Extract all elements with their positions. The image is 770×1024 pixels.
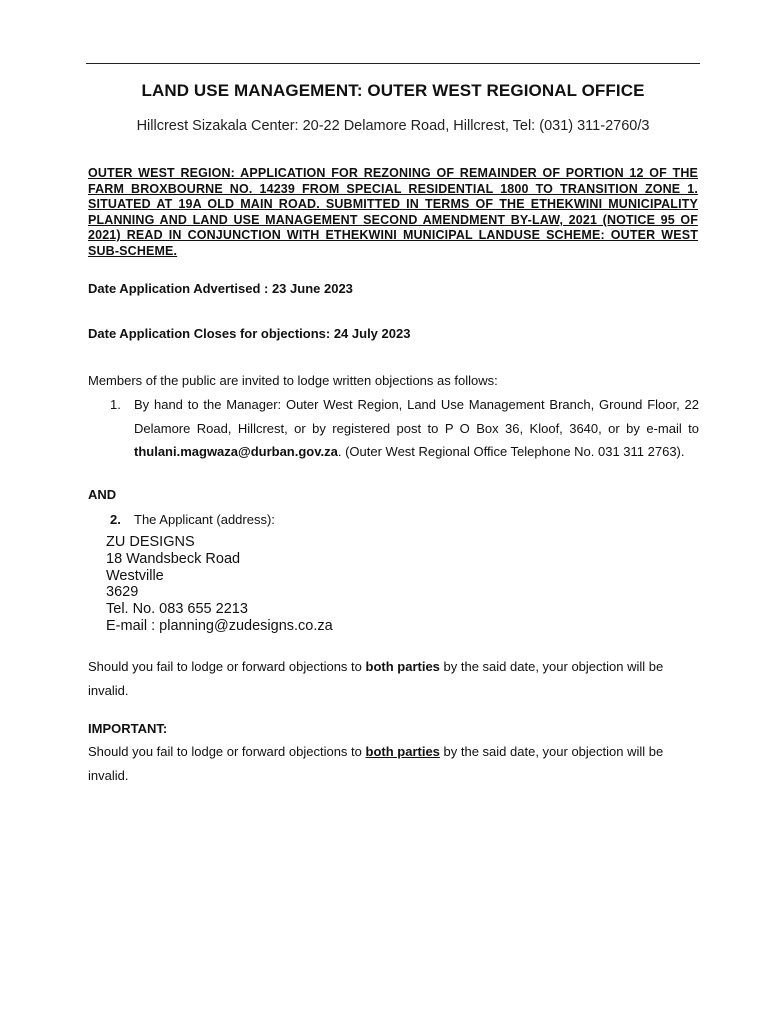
warning-text: Should you fail to lodge or forward objections to [88,659,366,674]
list-item-text-tail: . (Outer West Regional Office Telephone No. 031 311 2763). [337,444,685,459]
warning-paragraph [88,655,700,703]
and-label: AND [88,487,117,502]
notice-heading: OUTER WEST REGION: APPLICATION FOR REZONING OF REMAINDER OF PORTION 12 OF THE FARM BROXBOURNE NO. 14239 FROM SPECIAL RESIDENTIAL 1800 TO TRANSITION ZONE 1. SITUATED AT 19A OLD MAIN ROAD. SUBMITTED IN TERMS OF THE ETHEKWINI MUNICIPALITY PLANNING AND LAND USE MANAGEMENT SECOND AMENDMENT BY-LAW, 2021 (NOTICE 95 OF 2021) READ IN CONJUNCTION WITH ETHEKWINI MUNICIPAL LANDUSE SCHEME: OUTER WEST SUB-SCHEME. [88,166,698,258]
important-text: Should you fail to lodge or forward objections to [88,744,366,759]
document-title: LAND USE MANAGEMENT: OUTER WEST REGIONAL OFFICE [141,81,645,100]
applicant-address-label: The Applicant (address): [134,512,275,527]
list-item-number-1: 1. [110,397,121,412]
objections-intro: Members of the public are invited to lodge written objections as follows: [88,373,498,388]
important-label: IMPORTANT: [88,721,168,736]
date-closes: Date Application Closes for objections: 24 July 2023 [88,326,411,341]
applicant-email: E-mail : planning@zudesigns.co.za [106,617,333,634]
warning-text-tail: by the said date, your objection will be invalid. [88,659,664,698]
applicant-postal-code: 3629 [106,584,139,601]
applicant-street: 18 Wandsbeck Road [106,550,241,567]
important-paragraph [88,740,700,788]
top-divider [86,63,700,64]
date-advertised: Date Application Advertised : 23 June 2023 [88,281,353,296]
applicant-name: ZU DESIGNS [106,534,195,550]
warning-emphasis: both parties [365,659,440,674]
applicant-address-block [106,534,333,635]
office-address: Hillcrest Sizakala Center: 20-22 Delamore Road, Hillcrest, Tel: (031) 311-2760/3 [136,118,650,134]
list-item-number-2: 2. [110,512,121,527]
objection-email-link[interactable]: thulani.magwaza@durban.gov.za [134,444,338,459]
applicant-suburb: Westville [106,567,164,584]
important-text-tail: by the said date, your objection will be invalid. [88,744,664,783]
applicant-tel: Tel. No. 083 655 2213 [106,601,248,618]
list-item-hand-delivery [134,393,699,464]
list-item-text: By hand to the Manager: Outer West Region, Land Use Management Branch, Ground Floor, 22 Delamore Road, Hillcrest, or by registered post to P O Box 36, Kloof, 3640, or by e-mail to [134,397,699,436]
important-emphasis: both parties [365,744,440,759]
